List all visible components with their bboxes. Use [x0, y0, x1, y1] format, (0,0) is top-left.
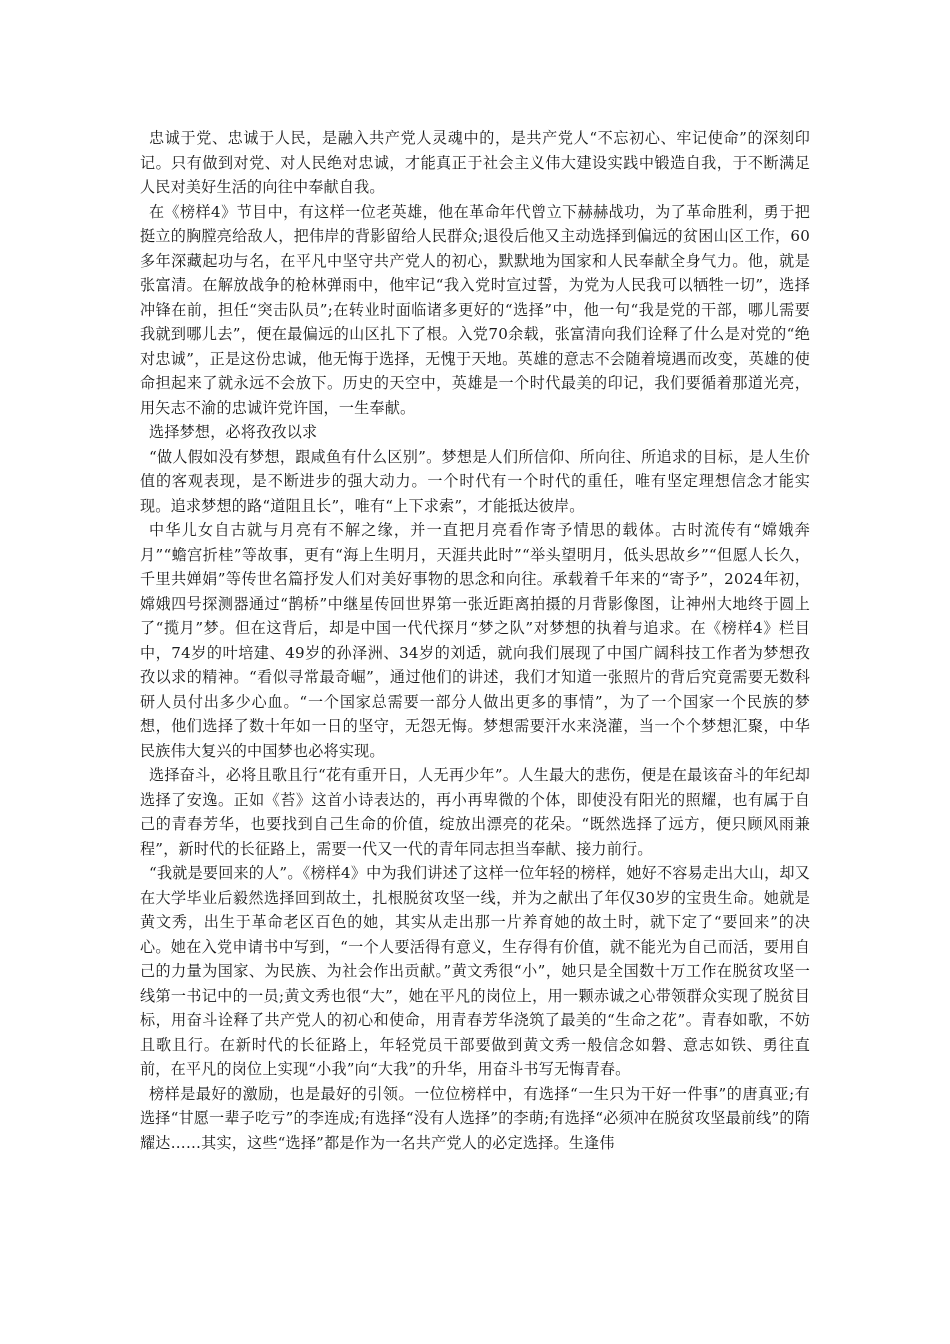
paragraph-dream-intro: “做人假如没有梦想，跟咸鱼有什么区别”。梦想是人们所信仰、所向往、所追求的目标，是人生价值的客观表现，是不断进步的强大动力。一个时代有一个时代的重任，唯有坚定理想信念才能实现。追求梦想的路“道阻且长”，唯有“上下求索”，才能抵达彼岸。 [140, 447, 810, 515]
paragraph-loyalty-intro: 忠诚于党、忠诚于人民，是融入共产党人灵魂中的，是共产党人“不忘初心、牢记使命”的深刻印记。只有做到对党、对人民绝对忠诚，才能真正于社会主义伟大建设实践中锻造自我，于不断满足人民对美好生活的向往中奉献自我。 [140, 129, 810, 196]
paragraph-struggle: 选择奋斗，必将且歌且行“花有重开日，人无再少年”。人生最大的悲伤，便是在最该奋斗的年纪却选择了安逸。正如《苔》这首小诗表达的，再小再卑微的个体，即使没有阳光的照耀，也有属于自己的青春芳华，也要找到自己生命的价值，绽放出漂亮的花朵。“既然选择了远方，便只顾风雨兼程”，新时代的长征路上，需要一代又一代的青年同志担当奉献、接力前行。 [140, 766, 810, 858]
paragraph-role-models: 榜样是最好的激励，也是最好的引领。一位位榜样中，有选择“一生只为干好一件事”的唐真亚;有选择“甘愿一辈子吃亏”的李连成;有选择“没有人选择”的李萌;有选择“必须冲在脱贫攻坚最前线”的隋耀达……其实，这些“选择”都是作为一名共产党人的必定选择。生逢伟 [140, 1084, 810, 1152]
section-heading-dream: 选择梦想，必将孜孜以求 [149, 423, 318, 441]
paragraph-huang-wenxiu: “我就是要回来的人”。《榜样4》中为我们讲述了这样一位年轻的榜样，她好不容易走出大山，却又在大学毕业后毅然选择回到故土，扎根脱贫攻坚一线，并为之献出了年仅30岁的宝贵生命。她就是黄文秀，出生于革命老区百色的她，其实从走出那一片养育她的故土时，就下定了“要回来”的决心。她在入党申请书中写到，“一个人要活得有意义，生存得有价值，就不能光为自己而活，要用自己的力量为国家、为民族、为社会作出贡献。”黄文秀很“小”，她只是全国数十万工作在脱贫攻坚一线第一书记中的一员;黄文秀也很“大”，她在平凡的岗位上，用一颗赤诚之心带领群众实现了脱贫目标，用奋斗诠释了共产党人的初心和使命，用青春芳华浇筑了最美的“生命之花”。青春如歌，不妨且歌且行。在新时代的长征路上，年轻党员干部要做到黄文秀一般信念如磐、意志如铁、勇往直前，在平凡的岗位上实现“小我”向“大我”的升华，用奋斗书写无悔青春。 [140, 864, 810, 1078]
paragraph-moon-exploration: 中华儿女自古就与月亮有不解之缘，并一直把月亮看作寄予情思的载体。古时流传有“嫦娥奔月”“蟾宫折桂”等故事，更有“海上生明月，天涯共此时”“举头望明月，低头思故乡”“但愿人长久，千里共婵娟”等传世名篇抒发人们对美好事物的思念和向往。承载着千年来的“寄予”，2024年初，嫦娥四号探测器通过“鹊桥”中继星传回世界第一张近距离拍摄的月背影像图，让神州大地终于圆上了“揽月”梦。但在这背后，却是中国一代代探月“梦之队”对梦想的执着与追求。在《榜样4》栏目中，74岁的叶培建、49岁的孙泽洲、34岁的刘适，就向我们展现了中国广阔科技工作者为梦想孜孜以求的精神。“看似寻常最奇崛”，通过他们的讲述，我们才知道一张照片的背后究竟需要无数科研人员付出多少心血。“一个国家总需要一部分人做出更多的事情”，为了一个国家一个民族的梦想，他们选择了数十年如一日的坚守，无怨无悔。梦想需要汗水来浇灌，当一个个梦想汇聚，中华民族伟大复兴的中国梦也必将实现。 [140, 521, 810, 760]
paragraph-zhang-fuqing: 在《榜样4》节目中，有这样一位老英雄，他在革命年代曾立下赫赫战功，为了革命胜利，勇于把挺立的胸膛亮给敌人，把伟岸的背影留给人民群众;退役后他又主动选择到偏远的贫困山区工作，60多年深藏起功与名，在平凡中坚守共产党人的初心，默默地为国家和人民奉献全身气力。他，就是张富清。在解放战争的枪林弹雨中，他牢记“我入党时宣过誓，为党为人民我可以牺牲一切”，选择冲锋在前，担任“突击队员”;在转业时面临诸多更好的“选择”中，他一句“我是党的干部，哪儿需要我就到哪儿去”，便在最偏远的山区扎下了根。入党70余载，张富清向我们诠释了什么是对党的“绝对忠诚”，正是这份忠诚，他无悔于选择，无愧于天地。英雄的意志不会随着境遇而改变，英雄的使命担起来了就永远不会放下。历史的天空中，英雄是一个时代最美的印记，我们要循着那道光亮，用矢志不渝的忠诚许党许国，一生奉献。 [140, 202, 810, 417]
document-body [140, 126, 810, 1155]
